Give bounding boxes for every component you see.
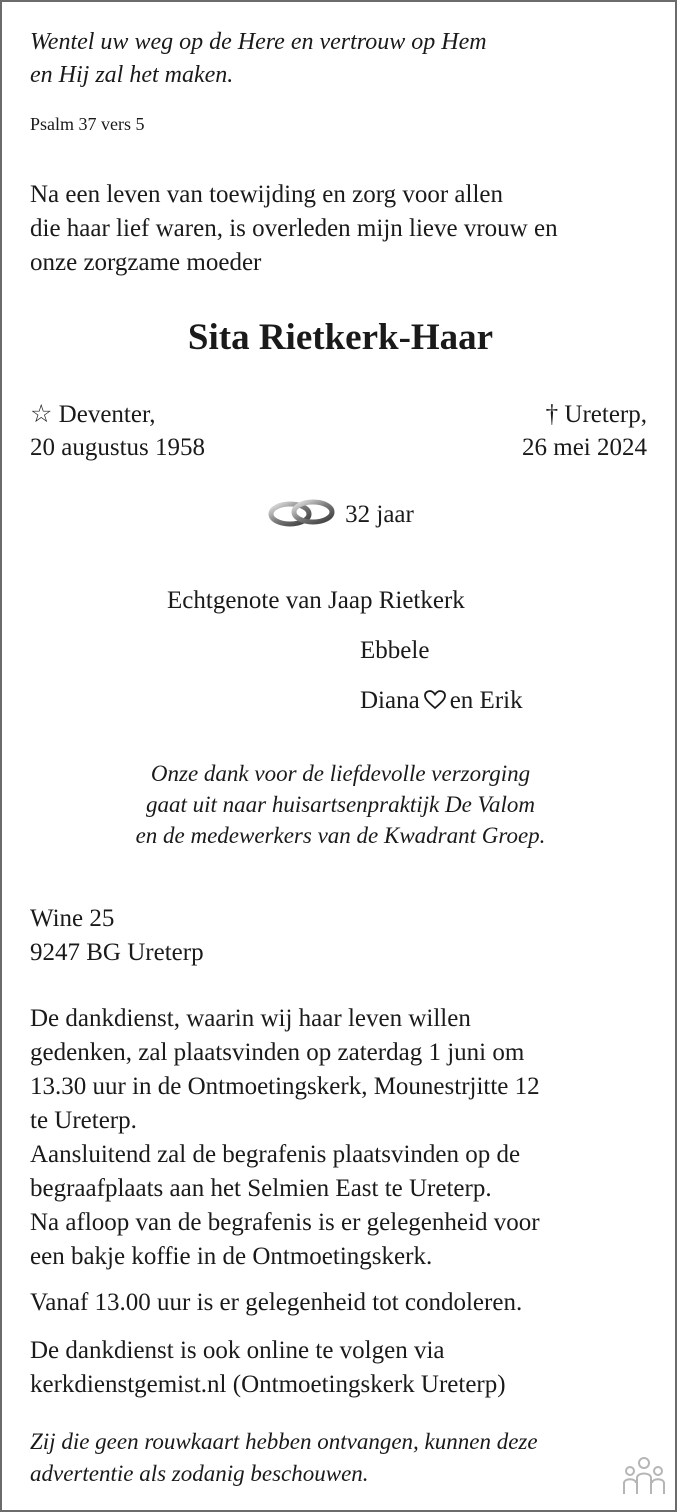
thanks-line: gaat uit naar huisartsenpraktijk De Valom	[145, 792, 536, 817]
service-line: Na afloop van de begrafenis is er gelegenheid voor	[30, 1209, 540, 1236]
family-line	[167, 676, 523, 728]
people-group-icon	[620, 1456, 668, 1501]
service-line: Aansluitend zal de begrafenis plaatsvinden op de	[30, 1141, 521, 1168]
family-list	[167, 576, 523, 728]
intro-line: die haar lief waren, is overleden mijn lieve vrouw en	[30, 215, 558, 242]
correspondence-address	[30, 902, 204, 970]
intro-text	[30, 178, 558, 280]
verse-reference: Psalm 37 vers 5	[30, 114, 145, 134]
deceased-name: Sita Rietkerk-Haar	[187, 317, 494, 358]
service-line: te Ureterp.	[30, 1107, 137, 1134]
closing-line: advertentie als zodanig beschouwen.	[30, 1461, 369, 1486]
service-line: begraafplaats aan het Selmien East te Ureterp.	[30, 1175, 492, 1202]
intro-line: Na een leven van toewijding en zorg voor allen	[30, 181, 503, 208]
verse-line: en Hij zal het maken.	[30, 62, 234, 88]
address-city: 9247 BG Ureterp	[30, 939, 204, 966]
service-details	[30, 1002, 540, 1274]
bible-verse	[30, 26, 487, 92]
online-service-text	[30, 1334, 506, 1402]
cross-icon: †	[545, 401, 559, 428]
family-line: Echtgenote van Jaap Rietkerk	[167, 587, 465, 614]
service-line: gedenken, zal plaatsvinden op zaterdag 1 juni om	[30, 1039, 525, 1066]
closing-line: Zij die geen rouwkaart hebben ontvangen, kunnen deze	[30, 1429, 538, 1454]
death-place: Ureterp,	[564, 401, 647, 428]
family-name: Diana	[360, 687, 420, 714]
birth-info	[30, 398, 205, 464]
service-line: De dankdienst, waarin wij haar leven willen	[30, 1005, 471, 1032]
thanks-text	[2, 758, 677, 851]
online-line: kerkdienstgemist.nl (Ontmoetingskerk Ureterp)	[30, 1371, 506, 1398]
death-info	[522, 398, 647, 464]
star-icon: ☆	[30, 401, 53, 428]
service-line: een bakje koffie in de Ontmoetingskerk.	[30, 1243, 433, 1270]
death-date: 26 mei 2024	[522, 434, 647, 461]
online-line: De dankdienst is ook online te volgen via	[30, 1337, 445, 1364]
address-street: Wine 25	[30, 905, 115, 932]
thanks-line: en de medewerkers van de Kwadrant Groep.	[135, 823, 546, 848]
family-name: en Erik	[449, 687, 523, 714]
heart-icon	[424, 678, 446, 728]
marriage-duration	[2, 498, 677, 535]
condolence-text: Vanaf 13.00 uur is er gelegenheid tot condoleren.	[30, 1289, 523, 1316]
closing-note	[30, 1426, 538, 1490]
intro-line: onze zorgzame moeder	[30, 249, 262, 276]
birth-date: 20 augustus 1958	[30, 434, 205, 461]
wedding-rings-icon	[267, 498, 337, 535]
family-line: Ebbele	[360, 637, 430, 664]
verse-line: Wentel uw weg op de Here en vertrouw op Hem	[30, 29, 487, 55]
marriage-years: 32 jaar	[345, 501, 414, 529]
service-line: 13.30 uur in de Ontmoetingskerk, Mounestrjitte 12	[30, 1073, 540, 1100]
thanks-line: Onze dank voor de liefdevolle verzorging	[150, 761, 531, 786]
birth-place: Deventer,	[58, 401, 156, 428]
